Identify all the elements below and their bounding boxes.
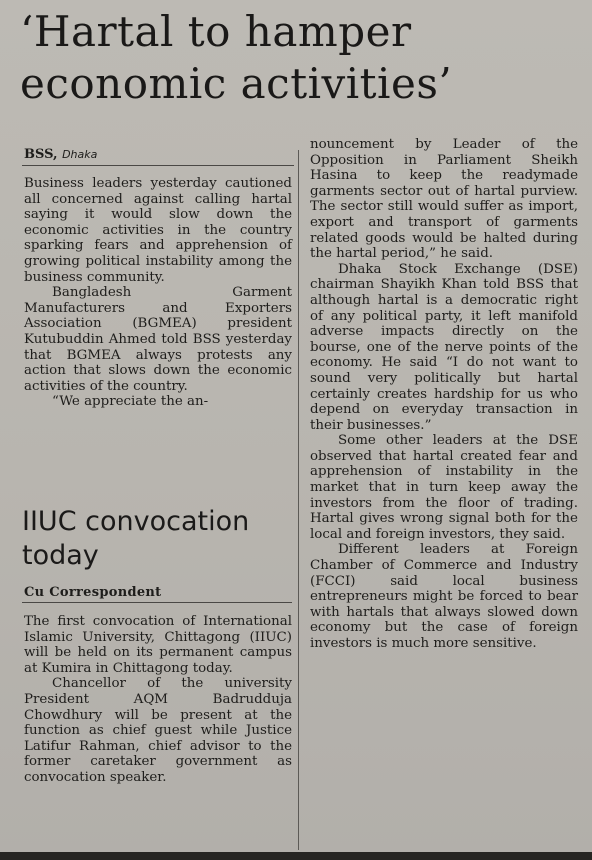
main-headline-line-2: economic activities’ xyxy=(20,59,453,108)
main-headline-line-1: ‘Hartal to hamper xyxy=(20,7,412,56)
iiuc-byline: Cu Correspondent xyxy=(24,585,162,600)
byline-location: Dhaka xyxy=(62,148,98,161)
story-column-left xyxy=(24,176,292,410)
iiuc-story-column xyxy=(24,614,292,786)
bottom-border xyxy=(0,852,592,860)
story-paragraph: Business leaders yesterday cautioned all concerned against calling hartal saying it would slow down the economic activities in the country sparking fears and apprehension of growing political instability among the business community. xyxy=(24,176,292,285)
story-paragraph: Dhaka Stock Exchange (DSE) chairman Shayikh Khan told BSS that although hartal is a democratic right of any political party, it left manifold adverse impacts directly on the bourse, one of the nerve points of the economy. He said “I do not want to sound very politically but hartal certainly creates hardship for us who depend on everyday transaction in their businesses.” xyxy=(310,261,578,433)
story-paragraph: Some other leaders at the DSE observed that hartal created fear and apprehension of instability in the market that in turn keep away the investors from the floor of trading. Hartal gives wrong signal both for the local and foreign investors, they said. xyxy=(310,433,578,542)
iiuc-headline xyxy=(22,505,292,573)
story-paragraph: Different leaders at Foreign Chamber of Commerce and Industry (FCCI) said local business entrepreneurs might be forced to bear with hartals that always slowed down economy but the case of foreign investors is much more sensitive. xyxy=(310,542,578,651)
story-paragraph: nouncement by Leader of the Opposition in Parliament Sheikh Hasina to keep the readymade garments sector out of hartal purview. The sector still would suffer as import, export and transport of garments related goods would be halted during the hartal period,” he said. xyxy=(310,137,578,262)
byline-rule xyxy=(22,165,294,166)
iiuc-paragraph: Chancellor of the university President AQM Badrudduja Chowdhury will be present at the function as chief guest while Justice Latifur Rahman, chief advisor to the former caretaker government as convocation speaker. xyxy=(24,676,292,785)
story-paragraph: Bangladesh Garment Manufacturers and Exporters Association (BGMEA) president Kutubuddin Ahmed told BSS yesterday that BGMEA always protests any action that slows down the economic activities of the country. xyxy=(24,285,292,394)
story-byline xyxy=(24,147,97,162)
iiuc-headline-line-1: IIUC convocation xyxy=(22,506,250,537)
story-column-right xyxy=(310,137,578,652)
main-headline xyxy=(20,6,590,110)
story-paragraph: “We appreciate the an- xyxy=(52,394,209,410)
iiuc-byline-rule xyxy=(22,602,292,603)
byline-agency: BSS, xyxy=(24,147,58,162)
iiuc-headline-line-2: today xyxy=(22,540,99,571)
iiuc-paragraph: The first convocation of International Islamic University, Chittagong (IIUC) will be held on its permanent campus at Kumira in Chittagong today. xyxy=(24,614,292,676)
column-divider xyxy=(298,150,299,850)
